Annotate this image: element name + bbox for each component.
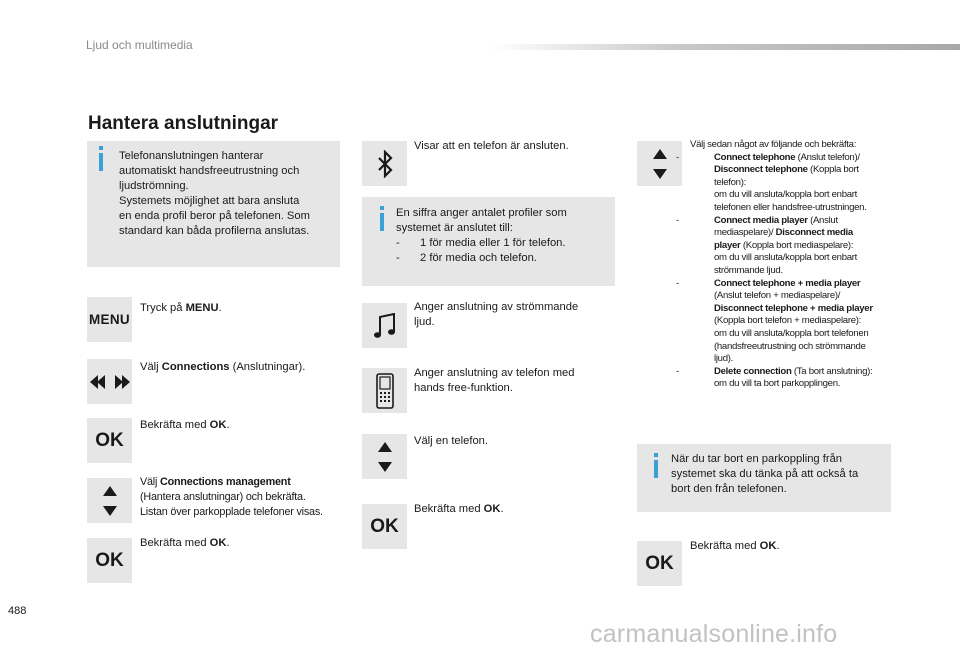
info-box-connections [87, 141, 340, 267]
phone-description: Anger anslutning av telefon med hands free-funktion. [414, 367, 575, 394]
ok-icon: OK [87, 538, 132, 583]
music-description: Anger anslutning av strömmande ljud. [414, 301, 579, 328]
info-icon [380, 213, 384, 231]
info-text: En siffra anger antalet profiler som systemet är anslutet till: - 1 för media eller 1 för telefon. - 2 för media och telefon. [396, 206, 611, 266]
info-text: Telefonanslutningen hanterar automatiskt handsfreeutrustning och ljudströmning. Systemets möjlighet att bara ansluta en enda profil beror på telefonen. Som standard kan båda profilerna anslutas. [119, 150, 310, 237]
ok-icon: OK [87, 418, 132, 463]
section-header: Ljud och multimedia [86, 38, 193, 52]
list-item: - Connect telephone (Anslut telefon)/ Disconnect telephone (Koppla bort telefon): om du vill ansluta/koppla bort enbart telefonen eller handsfree-utrustningen. [676, 151, 867, 213]
step-confirm-ok: Bekräfta med OK. [414, 503, 504, 515]
header-divider [490, 44, 960, 50]
page-title: Hantera anslutningar [88, 113, 279, 134]
options-list [676, 151, 905, 391]
watermark: carmanualsonline.info [590, 620, 838, 648]
step-press-menu: Tryck på MENU. [140, 302, 222, 314]
step-confirm-ok: Bekräfta med OK. [140, 419, 230, 431]
list-item: - Delete connection (Ta bort anslutning): om du vill ta bort parkopplingen. [676, 365, 873, 390]
list-item: - Connect telephone + media player (Anslut telefon + mediaspelare)/ Disconnect telephone + media player (Koppla bort telefon + mediaspelare): om du vill ansluta/koppla bort telefonen (handsfreeutrustning och strömmande ljud). [676, 277, 873, 365]
list-item: - Connect media player (Anslut mediaspelare)/ Disconnect media player (Koppla bort mediaspelare): om du vill ansluta/koppla bort enbart strömmande ljud. [676, 214, 858, 276]
list-item: - 2 för media och telefon. [396, 252, 537, 264]
bluetooth-icon [362, 141, 407, 186]
step-confirm-ok: Bekräfta med OK. [690, 540, 780, 552]
bluetooth-description: Visar att en telefon är ansluten. [414, 140, 569, 152]
profile-list [396, 236, 611, 266]
ok-icon: OK [637, 541, 682, 586]
info-text: När du tar bort en parkoppling från systemet ska du tänka på att också ta bort den från telefonen. [671, 453, 859, 495]
options-text: Välj sedan något av följande och bekräfta: - Connect telephone (Anslut telefon)/ Disconnect telephone (Koppla bort telefon): om du vill ansluta/koppla bort enbart telefonen eller handsfree-utrustningen. - Connect media player (Anslut mediaspelare)/ Disconnect media player (Koppla bort mediaspelare): om du vill ansluta/koppla bort enbart strömmande ljud. - Connect telephone + media player (Anslut telefon + mediaspelare)/ Disconnect telephone + media player (Koppla bort telefon + mediaspelare): om du vill ansluta/koppla bort telefonen (handsfreeutrustning och strömmande ljud). - Delete connection (Ta bort anslutning): om du vill ta bort parkopplingen. [690, 139, 905, 391]
menu-icon: MENU [87, 297, 132, 342]
info-icon [99, 153, 103, 171]
list-item: - 1 för media eller 1 för telefon. [396, 237, 566, 249]
music-note-icon [362, 303, 407, 348]
step-confirm-ok: Bekräfta med OK. [140, 537, 230, 549]
step-connections-management: Välj Connections management (Hantera anslutningar) och bekräfta. Listan över parkopplade telefoner visas. [140, 476, 323, 518]
page-number: 488 [8, 605, 27, 617]
phone-icon [362, 368, 407, 413]
arrows-up-down-icon [87, 478, 132, 523]
step-select-connections: Välj Connections (Anslutningar). [140, 361, 306, 373]
arrows-up-down-icon [362, 434, 407, 479]
info-icon [654, 460, 658, 478]
info-box-delete [637, 444, 891, 512]
step-select-phone: Välj en telefon. [414, 435, 489, 447]
info-box-profiles [362, 197, 615, 286]
ok-icon: OK [362, 504, 407, 549]
arrows-left-right-icon [87, 359, 132, 404]
